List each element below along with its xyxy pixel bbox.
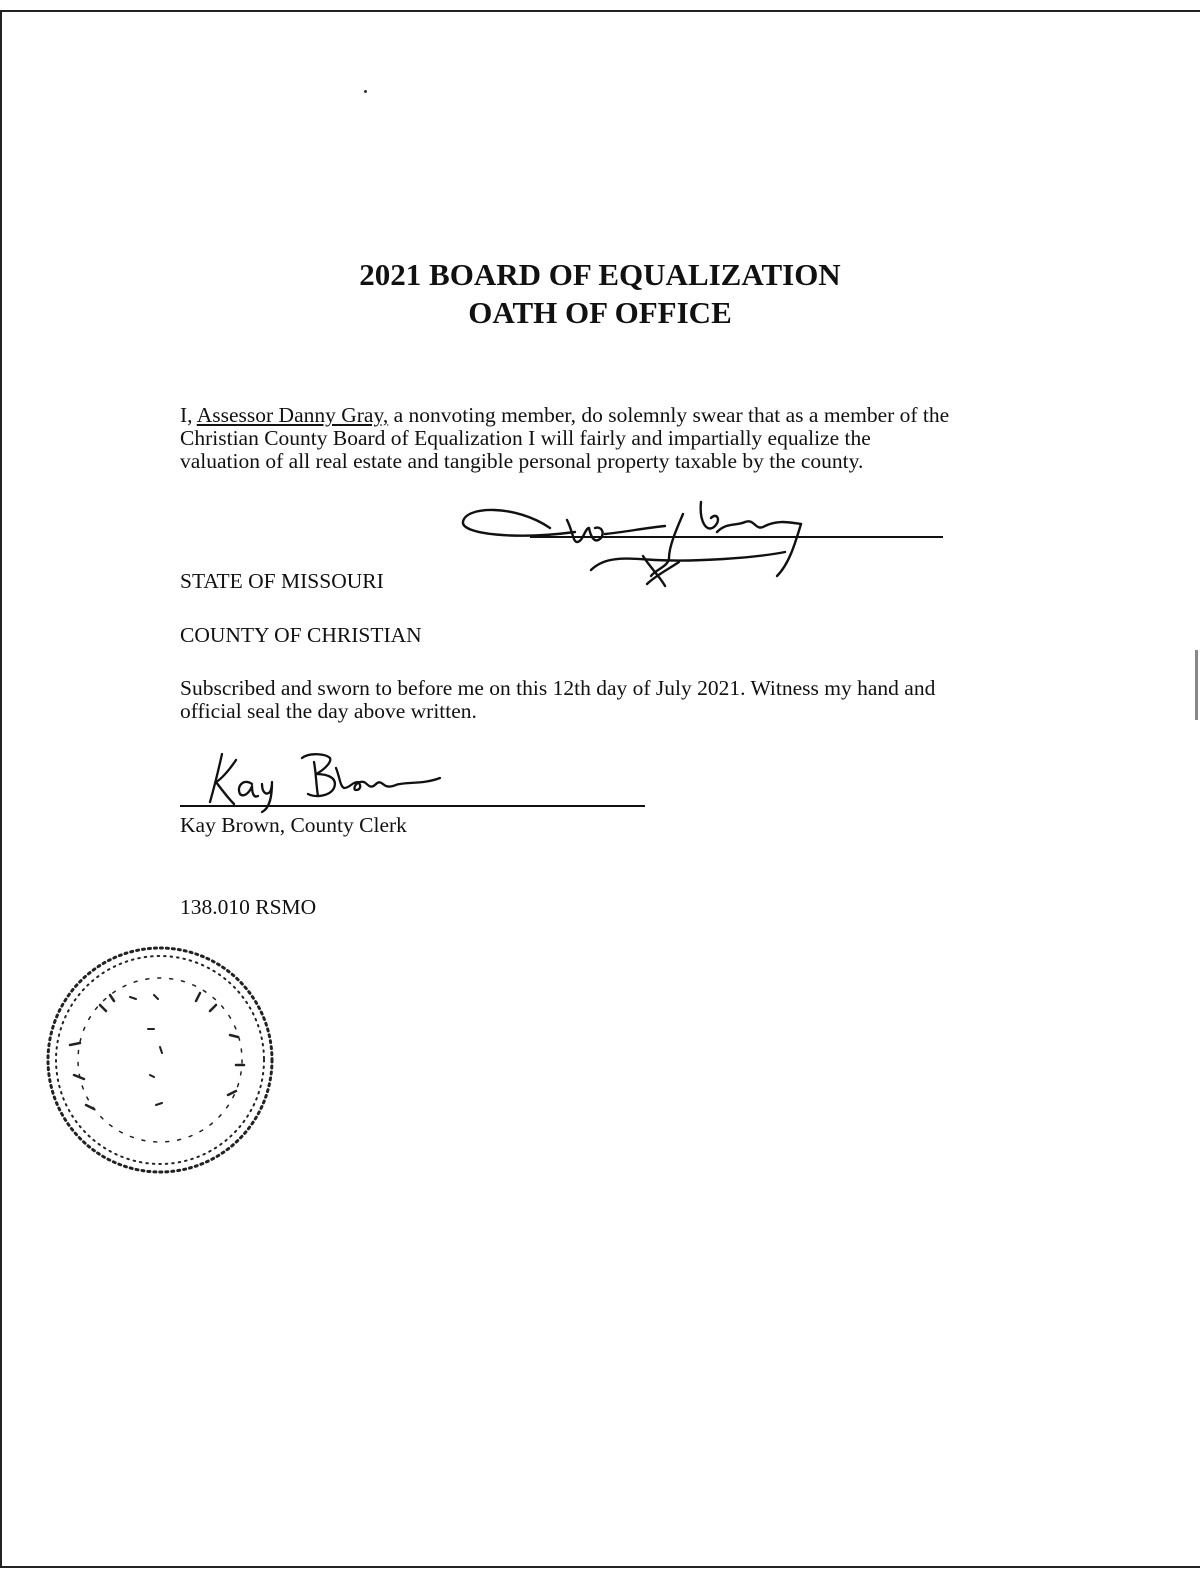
clerk-name-label: Kay Brown, County Clerk: [180, 813, 407, 837]
sworn-line-2: official seal the day above written.: [180, 699, 477, 723]
title-line-2: OATH OF OFFICE: [468, 295, 732, 330]
scan-border-right-mark: [1195, 650, 1198, 720]
scan-border-left: [0, 10, 2, 1568]
scan-border-bottom: [0, 1566, 1200, 1568]
oath-paragraph: [180, 404, 949, 473]
sworn-line-1: Subscribed and sworn to before me on this 12th day of July 2021. Witness my hand and: [180, 676, 936, 700]
title-line-1: 2021 BOARD OF EQUALIZATION: [359, 257, 841, 292]
oath-line-1-rest: a nonvoting member, do solemnly swear that as a member of the: [388, 403, 950, 427]
oath-member-name: Assessor Danny Gray,: [196, 403, 389, 427]
statute-reference: 138.010 RSMO: [180, 895, 317, 919]
clerk-signature-line: [180, 805, 645, 807]
scan-speck: [364, 90, 367, 93]
state-label: STATE OF MISSOURI: [180, 569, 384, 593]
oath-line-1: [180, 404, 949, 427]
county-label: COUNTY OF CHRISTIAN: [180, 623, 422, 647]
county-seal-icon: [30, 935, 290, 1185]
oath-prefix: I,: [180, 403, 197, 427]
document-title: [0, 256, 1200, 332]
assessor-signature-icon: [455, 492, 815, 592]
scan-border-top: [0, 10, 1200, 12]
oath-line-2: Christian County Board of Equalization I will fairly and impartially equalize the: [180, 426, 871, 450]
oath-line-3: valuation of all real estate and tangible personal property taxable by the county.: [180, 449, 864, 473]
sworn-statement: [180, 677, 935, 723]
